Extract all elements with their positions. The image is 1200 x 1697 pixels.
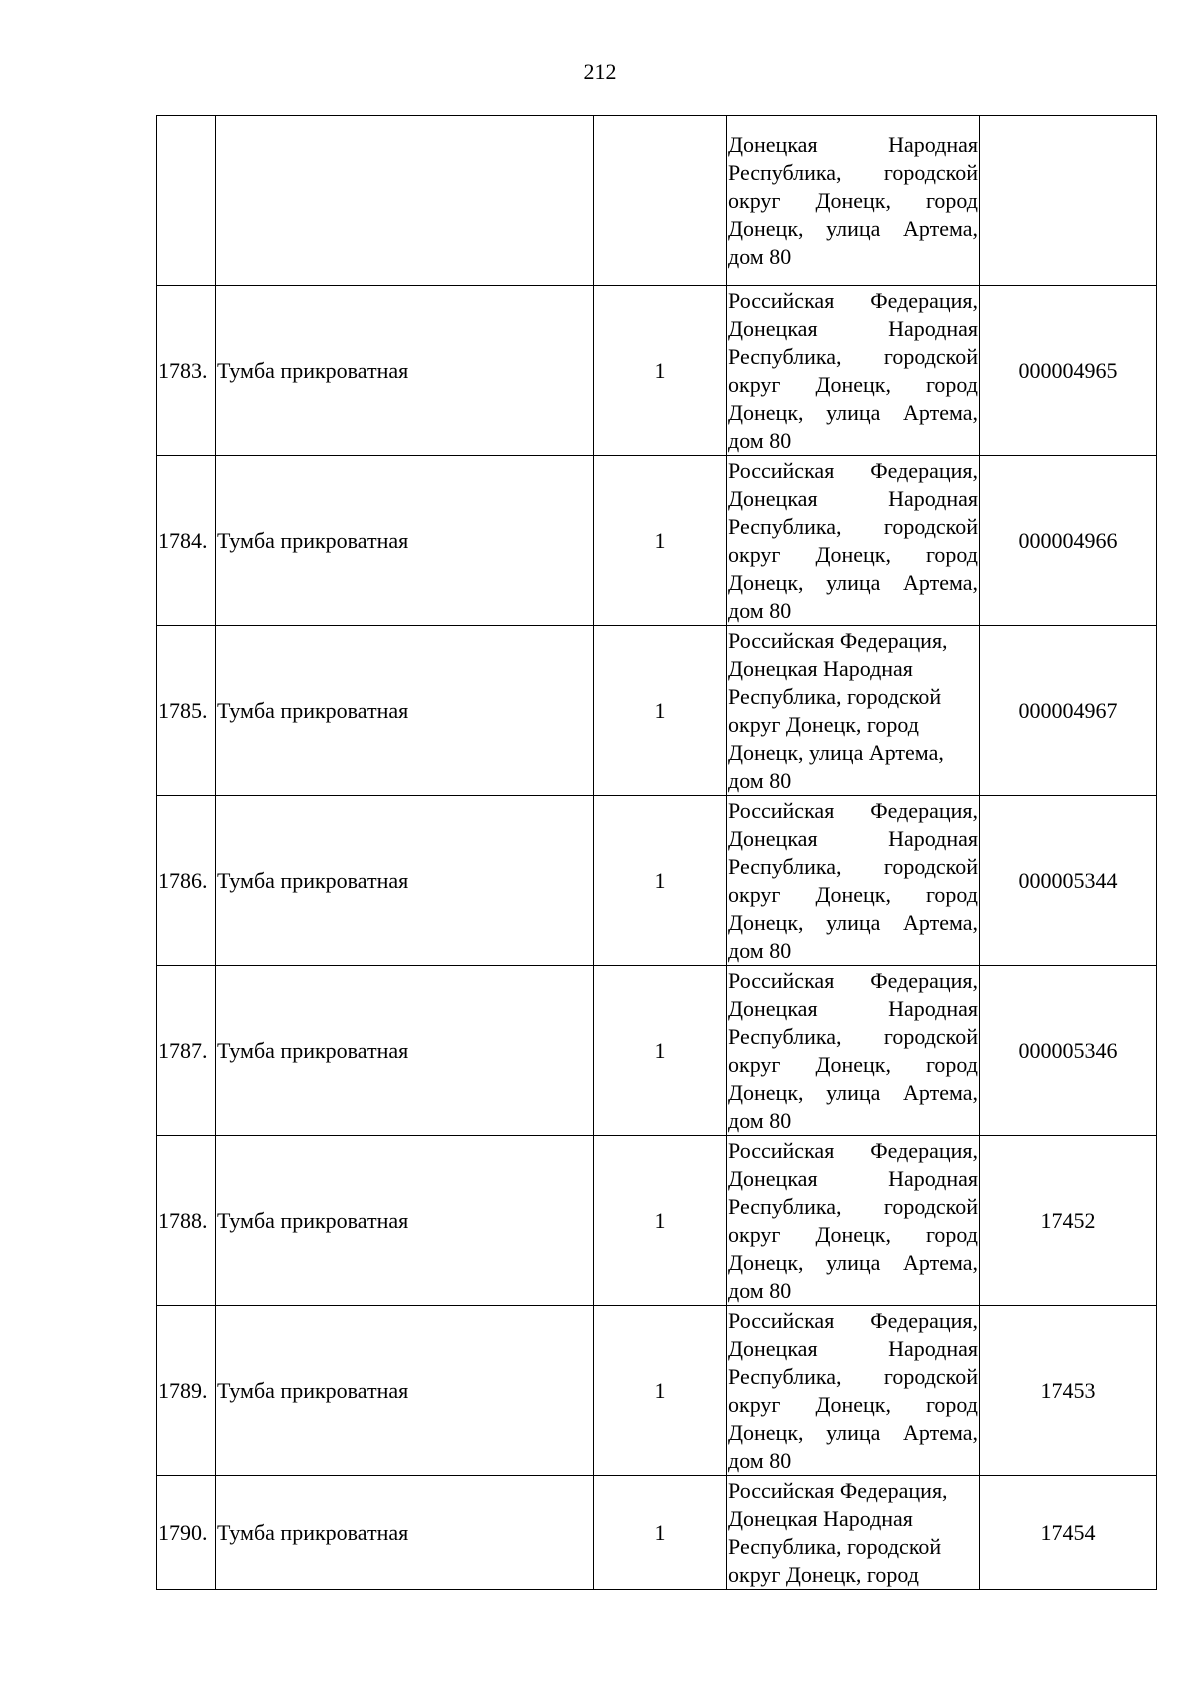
quantity-cell: 1 <box>594 456 727 626</box>
address-text: Российская Федерация, Донецкая Народная Республика, городской округ Донецк, город Донецк, улица Артема, дом 80 <box>728 1137 978 1303</box>
inventory-number-cell <box>980 116 1157 286</box>
inventory-number-cell: 17452 <box>980 1136 1157 1306</box>
table-row <box>157 796 1157 966</box>
address-cell <box>727 1136 980 1306</box>
address-cell <box>727 1306 980 1476</box>
inventory-number-cell: 000004967 <box>980 626 1157 796</box>
item-name-cell: Тумба прикроватная <box>216 1136 594 1306</box>
item-name-cell <box>216 116 594 286</box>
table-row <box>157 626 1157 796</box>
quantity-cell: 1 <box>594 1136 727 1306</box>
inventory-number-cell: 000004966 <box>980 456 1157 626</box>
row-number-cell: 1788. <box>157 1136 216 1306</box>
row-number-cell: 1783. <box>157 286 216 456</box>
quantity-cell: 1 <box>594 796 727 966</box>
row-number-cell: 1789. <box>157 1306 216 1476</box>
row-number-cell: 1786. <box>157 796 216 966</box>
inventory-number-cell: 000004965 <box>980 286 1157 456</box>
address-text: Российская Федерация, Донецкая Народная Республика, городской округ Донецк, город Донецк, улица Артема, дом 80 <box>728 457 978 623</box>
row-number-cell: 1790. <box>157 1476 216 1590</box>
table-row <box>157 286 1157 456</box>
address-cell <box>727 456 980 626</box>
inventory-number-cell: 17453 <box>980 1306 1157 1476</box>
item-name-cell: Тумба прикроватная <box>216 1476 594 1590</box>
page-number: 212 <box>583 59 617 84</box>
quantity-cell: 1 <box>594 286 727 456</box>
inventory-number-cell: 17454 <box>980 1476 1157 1590</box>
quantity-cell: 1 <box>594 1306 727 1476</box>
item-name-cell: Тумба прикроватная <box>216 626 594 796</box>
table-row <box>157 1476 1157 1590</box>
table-row <box>157 456 1157 626</box>
row-number-cell: 1784. <box>157 456 216 626</box>
inventory-table-body <box>157 116 1157 1590</box>
address-text: Российская Федерация, Донецкая Народная Республика, городской округ Донецк, город Донецк, улица Артема, дом 80 <box>728 797 978 963</box>
item-name-cell: Тумба прикроватная <box>216 286 594 456</box>
address-cell <box>727 1476 980 1590</box>
address-cell <box>727 966 980 1136</box>
quantity-cell: 1 <box>594 1476 727 1590</box>
table-row <box>157 966 1157 1136</box>
item-name-cell: Тумба прикроватная <box>216 966 594 1136</box>
inventory-table <box>156 115 1157 1590</box>
row-number-cell: 1785. <box>157 626 216 796</box>
table-row <box>157 1306 1157 1476</box>
address-text: Российская Федерация, Донецкая Народная Республика, городской округ Донецк, город <box>728 1477 948 1587</box>
quantity-cell: 1 <box>594 966 727 1136</box>
item-name-cell: Тумба прикроватная <box>216 1306 594 1476</box>
item-name-cell: Тумба прикроватная <box>216 456 594 626</box>
address-cell <box>727 286 980 456</box>
address-cell <box>727 626 980 796</box>
address-text: Российская Федерация, Донецкая Народная Республика, городской округ Донецк, город Донецк, улица Артема, дом 80 <box>728 287 978 453</box>
inventory-number-cell: 000005344 <box>980 796 1157 966</box>
inventory-number-cell: 000005346 <box>980 966 1157 1136</box>
address-text: Донецкая Народная Республика, городской округ Донецк, город Донецк, улица Артема, дом 80 <box>728 131 978 269</box>
address-text: Российская Федерация, Донецкая Народная Республика, городской округ Донецк, город Донецк, улица Артема, дом 80 <box>728 967 978 1133</box>
row-number-cell <box>157 116 216 286</box>
table-row <box>157 116 1157 286</box>
address-cell <box>727 796 980 966</box>
item-name-cell: Тумба прикроватная <box>216 796 594 966</box>
quantity-cell <box>594 116 727 286</box>
address-cell <box>727 116 980 286</box>
row-number-cell: 1787. <box>157 966 216 1136</box>
address-text: Российская Федерация, Донецкая Народная Республика, городской округ Донецк, город Донецк, улица Артема, дом 80 <box>728 1307 978 1473</box>
quantity-cell: 1 <box>594 626 727 796</box>
table-row <box>157 1136 1157 1306</box>
address-text: Российская Федерация, Донецкая Народная Республика, городской округ Донецк, город Донецк, улица Артема, дом 80 <box>728 627 948 793</box>
